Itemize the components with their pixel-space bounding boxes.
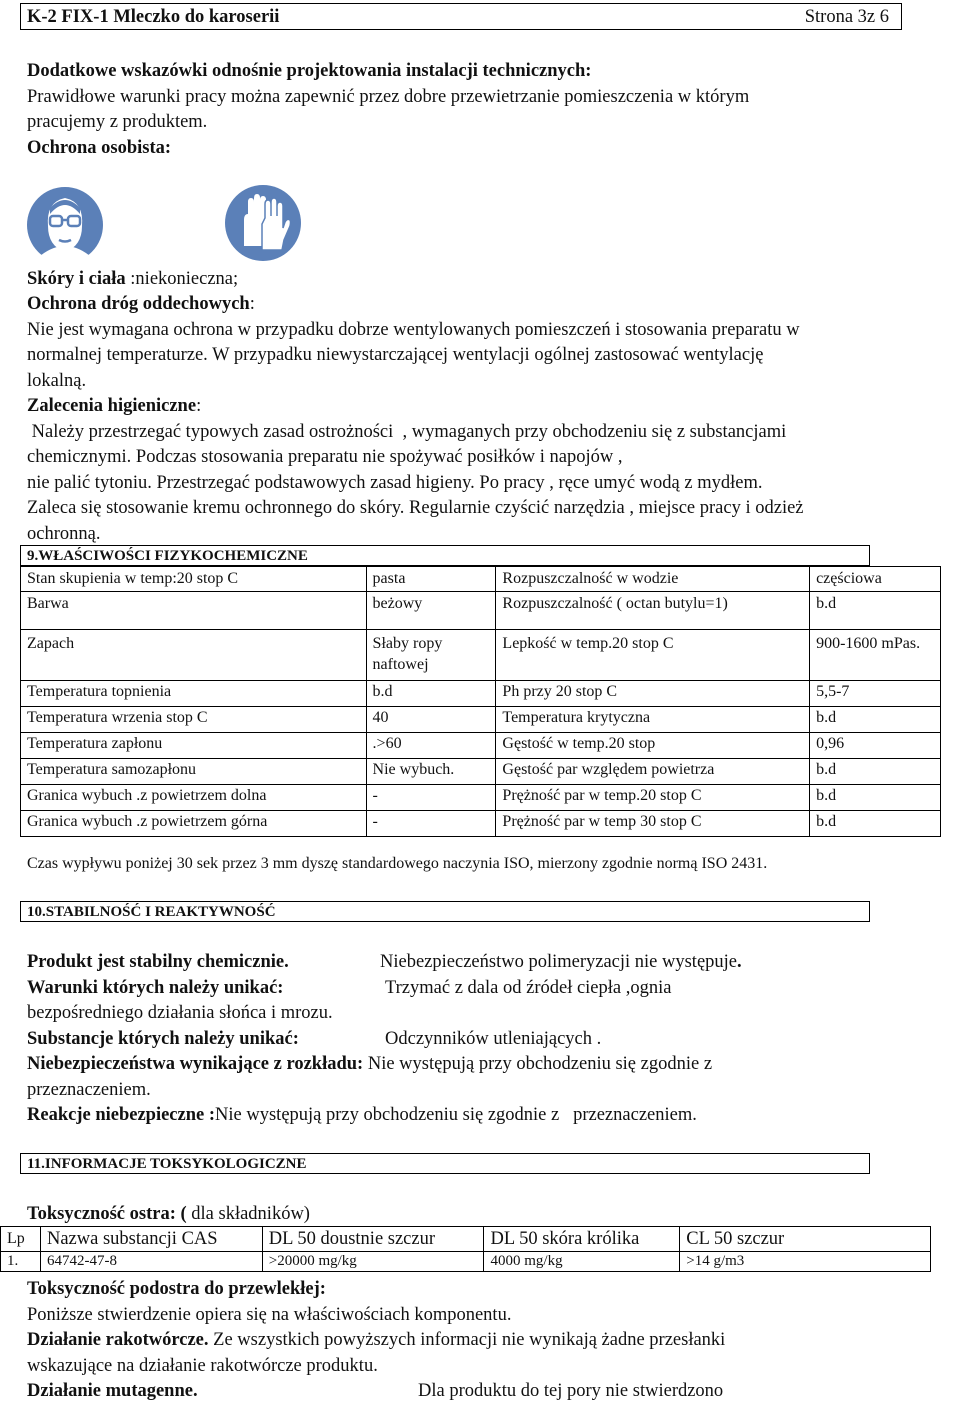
table-cell: - — [366, 811, 496, 837]
section-9-title: 9.WŁAŚCIWOŚCI FIZYKOCHEMICZNE — [20, 545, 870, 566]
table-cell: 0,96 — [810, 733, 941, 759]
decomposition-line-2: przeznaczeniem. — [27, 1080, 151, 1100]
subchronic-toxicity-value: Poniższe stwierdzenie opiera się na właściwościach komponentu. — [27, 1305, 512, 1325]
hygiene-line-4: Zaleca się stosowanie kremu ochronnego do skóry. Regularnie czyścić narzędzia , miejsce pracy i odzież — [27, 498, 804, 518]
table-cell: Temperatura wrzenia stop C — [21, 707, 367, 733]
acute-toxicity-label: Toksyczność ostra: ( — [27, 1204, 187, 1224]
page-header — [20, 3, 902, 30]
carcinogenicity-label: Działanie rakotwórcze. — [27, 1330, 209, 1350]
viscosity-note: Czas wypływu poniżej 30 sek przez 3 mm dyszę standardowego naczynia ISO, mierzony zgodnie normą ISO 2431. — [27, 855, 768, 872]
table-cell: Gęstość par względem powietrza — [496, 759, 810, 785]
table-cell: 900-1600 mPas. — [810, 630, 941, 681]
table-row — [21, 759, 941, 785]
hygiene-colon: : — [196, 396, 202, 416]
table-cell: Słaby ropy naftowej — [366, 630, 496, 681]
hygiene-line-1: Należy przestrzegać typowych zasad ostrożności , wymaganych przy obchodzeniu się z substancjami — [27, 422, 787, 442]
extra-guidance-heading: Dodatkowe wskazówki odnośnie projektowania instalacji technicznych: — [27, 61, 592, 81]
extra-guidance-line-2: pracujemy z produktem. — [27, 112, 208, 132]
table-row — [21, 707, 941, 733]
physchem-properties-table — [20, 566, 941, 837]
page-number: Strona 3z 6 — [804, 7, 889, 27]
table-cell: Zapach — [21, 630, 367, 681]
document-title: K-2 FIX-1 Mleczko do karoserii — [27, 7, 280, 27]
col-dl50-oral: DL 50 doustnie szczur — [262, 1227, 484, 1252]
hazardous-reactions-label: Reakcje niebezpieczne : — [27, 1105, 216, 1125]
table-cell: Temperatura samozapłonu — [21, 759, 367, 785]
decomposition-label: Niebezpieczeństwa wynikające z rozkładu: — [27, 1054, 364, 1074]
substances-to-avoid-label: Substancje których należy unikać: — [27, 1029, 299, 1049]
table-row — [21, 567, 941, 592]
table-cell: Stan skupienia w temp:20 stop C — [21, 567, 367, 592]
table-cell: pasta — [366, 567, 496, 592]
decomposition-hazards — [27, 1051, 712, 1077]
hazardous-reactions-value: Nie występują przy obchodzeniu się zgodnie z przeznaczeniem. — [215, 1105, 697, 1125]
table-cell: Rozpuszczalność ( octan butylu=1) — [496, 592, 810, 630]
col-cl50: CL 50 szczur — [680, 1227, 931, 1252]
table-cell: Rozpuszczalność w wodzie — [496, 567, 810, 592]
table-cell: .>60 — [366, 733, 496, 759]
hygiene-line-2: chemicznymi. Podczas stosowania preparatu nie spożywać posiłków i napojów , — [27, 447, 623, 467]
table-cell: Temperatura krytyczna — [496, 707, 810, 733]
cell-lp: 1. — [1, 1252, 41, 1272]
table-cell: Nie wybuch. — [366, 759, 496, 785]
table-cell: Gęstość w temp.20 stop — [496, 733, 810, 759]
hygiene-label: Zalecenia higieniczne — [27, 396, 197, 416]
cell-cl50: >14 g/m3 — [680, 1252, 931, 1272]
polymerization-statement — [380, 949, 742, 975]
table-cell: b.d — [810, 785, 941, 811]
table-cell: Temperatura zapłonu — [21, 733, 367, 759]
cell-dl50-dermal: 4000 mg/kg — [484, 1252, 680, 1272]
skin-protection — [27, 266, 238, 292]
mutagenicity-label: Działanie mutagenne. — [27, 1381, 198, 1401]
respiratory-colon: : — [249, 294, 255, 314]
polymerization-value: Niebezpieczeństwo polimeryzacji nie występuje — [380, 952, 738, 972]
carcinogenicity-line-2: wskazujące na działanie rakotwórcze produktu. — [27, 1356, 378, 1376]
mutagenicity-value: Dla produktu do tej pory nie stwierdzono — [418, 1381, 724, 1401]
carcinogenicity-value: Ze wszystkich powyższych informacji nie wynikają żadne przesłanki — [208, 1330, 726, 1350]
hygiene-heading — [27, 393, 201, 419]
decomposition-value: Nie występują przy obchodzeniu się zgodnie z — [363, 1054, 713, 1074]
stability-label: Produkt jest stabilny chemicznie. — [27, 952, 289, 972]
toxicity-table-header — [1, 1227, 931, 1252]
face-shield-icon — [26, 186, 104, 264]
table-cell: b.d — [810, 811, 941, 837]
table-row — [21, 592, 941, 630]
table-cell: Prężność par w temp.20 stop C — [496, 785, 810, 811]
section-11-title: 11.INFORMACJE TOKSYKOLOGICZNE — [20, 1153, 870, 1174]
acute-toxicity — [27, 1201, 310, 1227]
table-row — [21, 630, 941, 681]
hazardous-reactions — [27, 1102, 697, 1128]
table-row — [21, 785, 941, 811]
respiratory-protection-label: Ochrona dróg oddechowych — [27, 294, 250, 314]
substances-to-avoid-value: Odczynników utleniających . — [385, 1029, 602, 1049]
table-cell: b.d — [810, 707, 941, 733]
subchronic-toxicity-label: Toksyczność podostra do przewlekłej: — [27, 1279, 326, 1299]
skin-protection-value: :niekonieczna; — [125, 269, 239, 289]
hygiene-line-5: ochronną. — [27, 524, 101, 544]
table-cell: b.d — [810, 592, 941, 630]
acute-toxicity-value: dla składników) — [186, 1204, 310, 1224]
table-row — [1, 1252, 931, 1272]
table-cell: - — [366, 785, 496, 811]
extra-guidance-line-1: Prawidłowe warunki pracy można zapewnić przez dobre przewietrzanie pomieszczenia w którym — [27, 87, 750, 107]
conditions-to-avoid-label: Warunki których należy unikać: — [27, 978, 284, 998]
table-cell: b.d — [366, 681, 496, 707]
respiratory-line-2: normalnej temperaturze. W przypadku niewystarczającej wentylacji ogólnej zastosować wentylację — [27, 345, 764, 365]
cell-cas: 64742-47-8 — [40, 1252, 262, 1272]
col-lp: Lp — [1, 1227, 41, 1252]
hygiene-line-3: nie palić tytoniu. Przestrzegać podstawowych zasad higieny. Po pracy , ręce umyć wodą z mydłem. — [27, 473, 763, 493]
table-cell: Prężność par w temp 30 stop C — [496, 811, 810, 837]
stability-statement — [27, 949, 289, 975]
carcinogenicity — [27, 1327, 725, 1353]
table-row — [21, 681, 941, 707]
respiratory-protection — [27, 291, 255, 317]
skin-protection-label: Skóry i ciała — [27, 269, 126, 289]
table-cell: Lepkość w temp.20 stop C — [496, 630, 810, 681]
table-cell: częściowa — [810, 567, 941, 592]
section-10-title: 10.STABILNOŚĆ I REAKTYWNOŚĆ — [20, 901, 870, 922]
table-row — [21, 733, 941, 759]
gloves-icon — [224, 184, 302, 262]
table-cell: Granica wybuch .z powietrzem dolna — [21, 785, 367, 811]
table-cell: Ph przy 20 stop C — [496, 681, 810, 707]
col-substance: Nazwa substancji CAS — [40, 1227, 262, 1252]
table-row — [21, 811, 941, 837]
personal-protection-heading: Ochrona osobista: — [27, 138, 172, 158]
col-dl50-dermal: DL 50 skóra królika — [484, 1227, 680, 1252]
respiratory-line-3: lokalną. — [27, 371, 87, 391]
table-cell: 5,5-7 — [810, 681, 941, 707]
respiratory-line-1: Nie jest wymagana ochrona w przypadku dobrze wentylowanych pomieszczeń i stosowania preparatu w — [27, 320, 800, 340]
table-cell: 40 — [366, 707, 496, 733]
table-cell: Temperatura topnienia — [21, 681, 367, 707]
table-cell: Granica wybuch .z powietrzem górna — [21, 811, 367, 837]
polymerization-dot: . — [737, 952, 742, 972]
table-cell: beżowy — [366, 592, 496, 630]
cell-dl50-oral: >20000 mg/kg — [262, 1252, 484, 1272]
table-cell: Barwa — [21, 592, 367, 630]
conditions-to-avoid-value: Trzymać z dala od źródeł ciepła ,ognia — [385, 978, 672, 998]
toxicity-table — [0, 1226, 931, 1272]
table-cell: b.d — [810, 759, 941, 785]
conditions-to-avoid-line-2: bezpośredniego działania słońca i mrozu. — [27, 1003, 333, 1023]
